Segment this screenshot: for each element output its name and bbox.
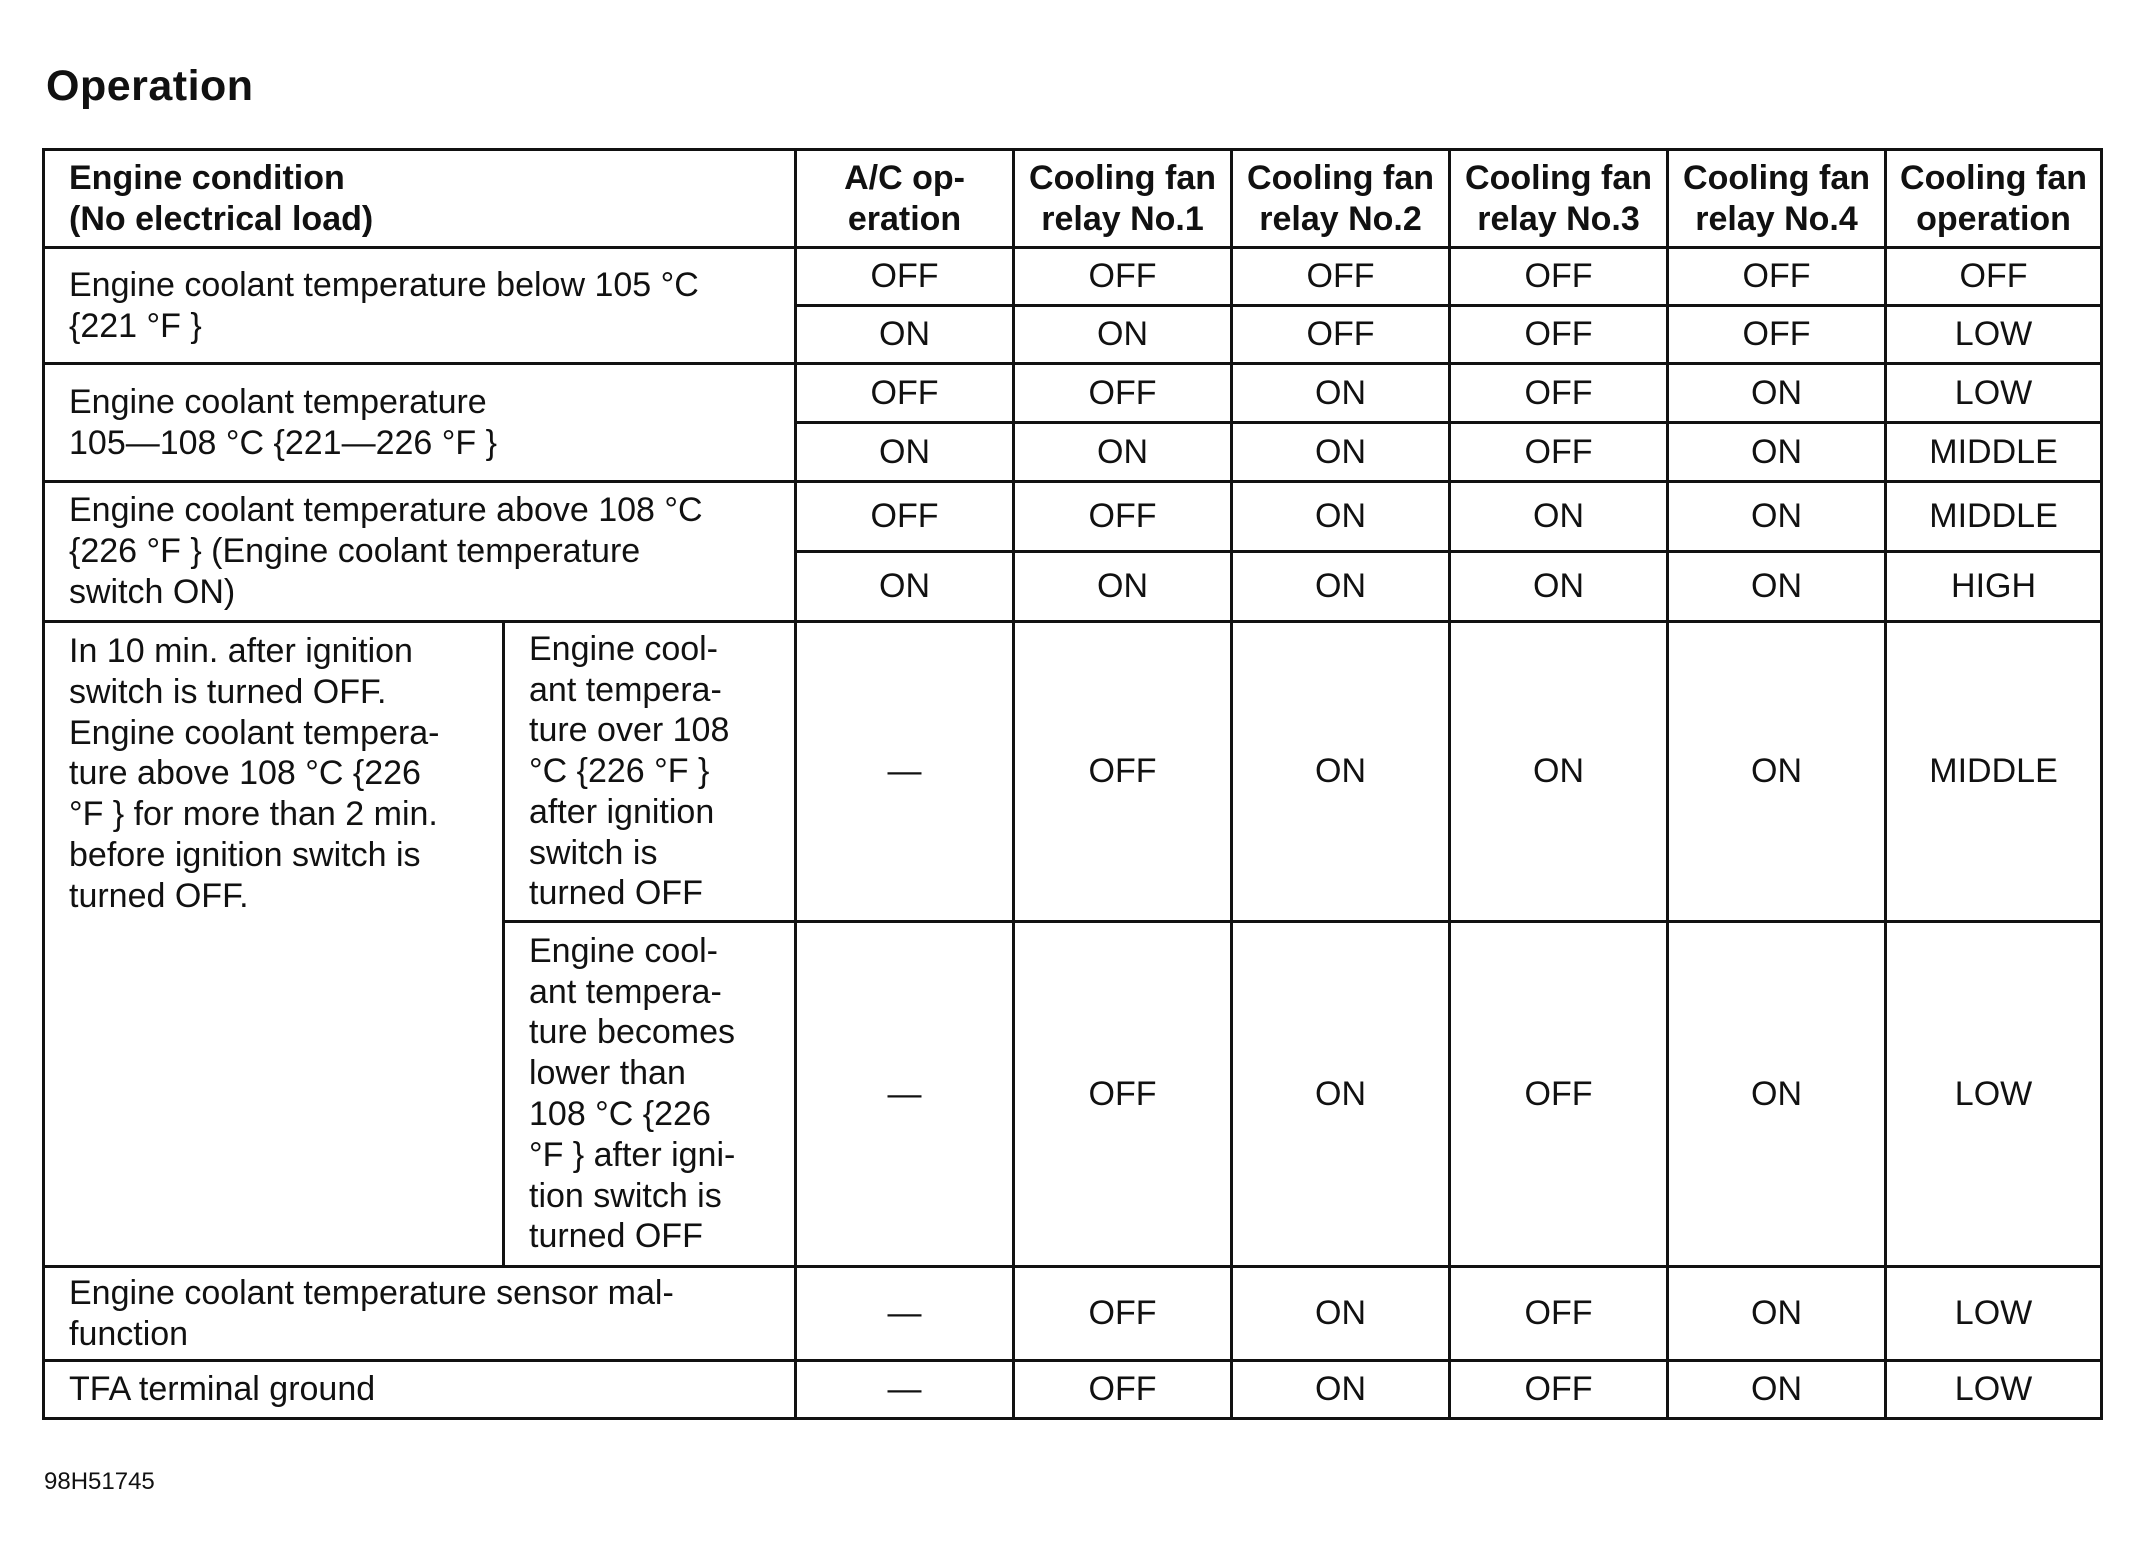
cell-relay-2: ON: [1232, 1267, 1450, 1361]
cell-ac: ON: [796, 306, 1014, 364]
condition-text: °C {226 °F }: [529, 752, 710, 791]
condition-text: °F } for more than 2 min.: [69, 795, 438, 834]
condition-text: ture over 108: [529, 711, 730, 750]
cell-ac: —: [796, 922, 1014, 1267]
condition-text: after ignition: [529, 792, 715, 831]
table-row: [44, 1267, 2102, 1361]
cell-relay-4: ON: [1668, 423, 1886, 482]
condition-text: lower than: [529, 1054, 686, 1093]
cell-ac: —: [796, 1361, 1014, 1419]
cell-fan-operation: HIGH: [1886, 552, 2102, 622]
cell-relay-4: OFF: [1668, 306, 1886, 364]
cell-relay-1: OFF: [1014, 922, 1232, 1267]
table-row: [44, 248, 2102, 306]
condition-text: Engine coolant temperature above 108 °C: [69, 491, 703, 530]
cell-relay-3: OFF: [1450, 423, 1668, 482]
header-text: Cooling fan: [1247, 158, 1434, 197]
page-title: Operation: [46, 62, 254, 110]
cell-relay-2: ON: [1232, 482, 1450, 552]
table-row: [44, 364, 2102, 423]
operation-table: [42, 148, 2103, 1420]
condition-text: switch ON): [69, 572, 236, 611]
header-relay-3: [1450, 150, 1668, 248]
cell-relay-2: OFF: [1232, 306, 1450, 364]
condition-text: Engine coolant temperature: [69, 382, 487, 421]
cell-relay-2: OFF: [1232, 248, 1450, 306]
header-engine-condition: [44, 150, 796, 248]
condition-text: ture becomes: [529, 1013, 735, 1052]
condition-text: before ignition switch is: [69, 835, 421, 874]
cell-fan-operation: LOW: [1886, 364, 2102, 423]
condition-text: TFA terminal ground: [69, 1370, 376, 1409]
condition-tfa-ground: [44, 1361, 796, 1419]
subcondition-over-108: [504, 622, 796, 922]
cell-relay-1: OFF: [1014, 248, 1232, 306]
header-relay-1: [1014, 150, 1232, 248]
header-text: relay No.1: [1041, 199, 1204, 238]
cell-relay-2: ON: [1232, 364, 1450, 423]
condition-text: Engine cool-: [529, 629, 719, 668]
condition-text: Engine cool-: [529, 931, 719, 970]
header-fan-operation: [1886, 150, 2102, 248]
header-text: (No electrical load): [69, 199, 374, 238]
condition-below-105: [44, 248, 796, 364]
cell-ac: OFF: [796, 364, 1014, 423]
header-text: operation: [1916, 199, 2071, 238]
cell-fan-operation: LOW: [1886, 922, 2102, 1267]
cell-relay-4: OFF: [1668, 248, 1886, 306]
condition-text: turned OFF: [529, 1217, 703, 1256]
cell-ac: —: [796, 622, 1014, 922]
cell-relay-3: OFF: [1450, 364, 1668, 423]
cell-ac: ON: [796, 552, 1014, 622]
table-row: [44, 622, 2102, 922]
cell-ac: ON: [796, 423, 1014, 482]
table-row: [44, 1361, 2102, 1419]
condition-text: ture above 108 °C {226: [69, 754, 421, 793]
condition-text: {226 °F } (Engine coolant temperature: [69, 532, 641, 571]
header-text: Cooling fan: [1683, 158, 1870, 197]
condition-text: switch is turned OFF.: [69, 672, 387, 711]
table-header-row: [44, 150, 2102, 248]
cell-ac: OFF: [796, 248, 1014, 306]
cell-relay-2: ON: [1232, 552, 1450, 622]
header-text: Cooling fan: [1029, 158, 1216, 197]
cell-relay-4: ON: [1668, 922, 1886, 1267]
table-row: [44, 482, 2102, 552]
cell-fan-operation: MIDDLE: [1886, 622, 2102, 922]
condition-105-108: [44, 364, 796, 482]
condition-text: Engine coolant temperature below 105 °C: [69, 265, 699, 304]
cell-fan-operation: LOW: [1886, 1361, 2102, 1419]
cell-relay-3: OFF: [1450, 1361, 1668, 1419]
cell-relay-2: ON: [1232, 622, 1450, 922]
cell-relay-1: OFF: [1014, 364, 1232, 423]
condition-text: 105—108 °C {221—226 °F }: [69, 423, 497, 462]
cell-ac: OFF: [796, 482, 1014, 552]
cell-relay-4: ON: [1668, 1267, 1886, 1361]
header-text: relay No.4: [1695, 199, 1858, 238]
condition-text: In 10 min. after ignition: [69, 632, 413, 670]
cell-fan-operation: MIDDLE: [1886, 482, 2102, 552]
cell-relay-3: OFF: [1450, 248, 1668, 306]
cell-ac: —: [796, 1267, 1014, 1361]
cell-relay-1: OFF: [1014, 482, 1232, 552]
header-text: eration: [847, 199, 962, 238]
cell-relay-1: OFF: [1014, 1267, 1232, 1361]
condition-after-ignition-off: [44, 622, 504, 1267]
cell-fan-operation: LOW: [1886, 306, 2102, 364]
cell-relay-2: ON: [1232, 423, 1450, 482]
cell-relay-4: ON: [1668, 364, 1886, 423]
condition-text: {221 °F }: [69, 306, 202, 345]
header-text: A/C op-: [844, 158, 965, 197]
cell-relay-2: ON: [1232, 1361, 1450, 1419]
cell-fan-operation: MIDDLE: [1886, 423, 2102, 482]
header-relay-4: [1668, 150, 1886, 248]
cell-relay-1: OFF: [1014, 1361, 1232, 1419]
condition-text: Engine coolant temperature sensor mal-: [69, 1273, 674, 1312]
cell-relay-1: ON: [1014, 306, 1232, 364]
header-text: Cooling fan: [1900, 158, 2087, 197]
cell-relay-3: ON: [1450, 622, 1668, 922]
cell-relay-4: ON: [1668, 482, 1886, 552]
cell-relay-3: ON: [1450, 482, 1668, 552]
cell-relay-1: OFF: [1014, 622, 1232, 922]
cell-relay-3: OFF: [1450, 922, 1668, 1267]
condition-above-108: [44, 482, 796, 622]
cell-fan-operation: OFF: [1886, 248, 2102, 306]
condition-text: °F } after igni-: [529, 1135, 736, 1174]
figure-code: 98H51745: [44, 1468, 155, 1495]
condition-text: switch is: [529, 833, 658, 872]
cell-relay-2: ON: [1232, 922, 1450, 1267]
header-ac-operation: [796, 150, 1014, 248]
condition-text: function: [69, 1314, 189, 1353]
header-relay-2: [1232, 150, 1450, 248]
cell-relay-3: OFF: [1450, 306, 1668, 364]
cell-relay-4: ON: [1668, 552, 1886, 622]
cell-relay-3: ON: [1450, 552, 1668, 622]
cell-relay-4: ON: [1668, 622, 1886, 922]
subcondition-lower-108: [504, 922, 796, 1267]
condition-text: tion switch is: [529, 1176, 722, 1215]
cell-relay-1: ON: [1014, 423, 1232, 482]
header-text: Cooling fan: [1465, 158, 1652, 197]
condition-text: ant tempera-: [529, 670, 722, 709]
condition-text: turned OFF: [529, 874, 703, 913]
condition-text: ant tempera-: [529, 972, 722, 1011]
header-text: relay No.3: [1477, 199, 1640, 238]
cell-relay-3: OFF: [1450, 1267, 1668, 1361]
condition-text: 108 °C {226: [529, 1095, 711, 1133]
header-text: Engine condition: [69, 158, 345, 197]
condition-text: Engine coolant tempera-: [69, 713, 440, 752]
cell-fan-operation: LOW: [1886, 1267, 2102, 1361]
condition-text: turned OFF.: [69, 876, 249, 915]
header-text: relay No.2: [1259, 199, 1422, 238]
cell-relay-1: ON: [1014, 552, 1232, 622]
condition-sensor-malfunction: [44, 1267, 796, 1361]
cell-relay-4: ON: [1668, 1361, 1886, 1419]
